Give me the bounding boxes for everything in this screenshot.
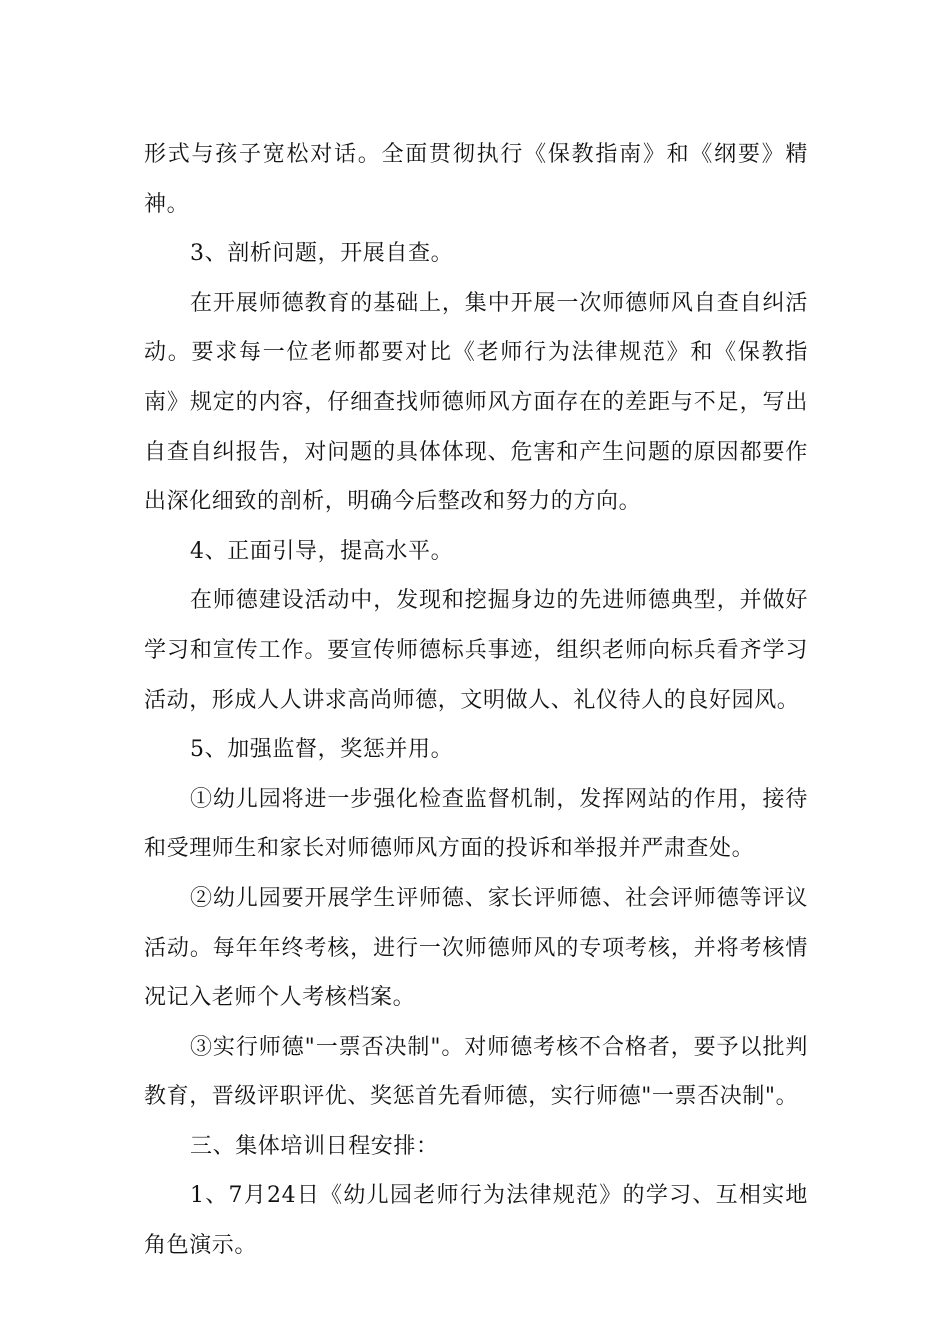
schedule-item-1: 1、7月24日《幼儿园老师行为法律规范》的学习、互相实地角色演示。 bbox=[144, 1183, 808, 1259]
list-item-1: ①幼儿园将进一步强化检查监督机制，发挥网站的作用，接待和受理师生和家长对师德师风方面的投诉和举报并严肃查处。 bbox=[144, 786, 808, 862]
section-heading-3: 3、剖析问题，开展自查。 bbox=[190, 241, 454, 267]
section-heading-5: 5、加强监督，奖惩并用。 bbox=[190, 737, 454, 763]
paragraph-guidance: 在师德建设活动中，发现和挖掘身边的先进师德典型，并做好学习和宣传工作。要宣传师德标兵事迹，组织老师向标兵看齐学习活动，形成人人讲求高尚师德，文明做人、礼仪待人的良好园风。 bbox=[144, 588, 808, 713]
document-body bbox=[144, 130, 808, 1271]
section-heading-schedule: 三、集体培训日程安排： bbox=[190, 1133, 439, 1159]
paragraph-1: 形式与孩子宽松对话。全面贯彻执行《保教指南》和《纲要》精神。 bbox=[144, 142, 808, 217]
list-item-2: ②幼儿园要开展学生评师德、家长评师德、社会评师德等评议活动。每年年终考核，进行一次师德师风的专项考核，并将考核情况记入老师个人考核档案。 bbox=[144, 885, 808, 1011]
paragraph-self-check: 在开展师德教育的基础上，集中开展一次师德师风自查自纠活动。要求每一位老师都要对比《老师行为法律规范》和《保教指南》规定的内容，仔细查找师德师风方面存在的差距与不足，写出自查自纠报告，对问题的具体体现、危害和产生问题的原因都要作出深化细致的剖析，明确今后整改和努力的方向。 bbox=[144, 290, 808, 515]
section-heading-4: 4、正面引导，提高水平。 bbox=[190, 538, 454, 564]
list-item-3: ③实行师德"一票否决制"。对师德考核不合格者，要予以批判教育，晋级评职评优、奖惩首先看师德，实行师德"一票否决制"。 bbox=[144, 1034, 808, 1110]
